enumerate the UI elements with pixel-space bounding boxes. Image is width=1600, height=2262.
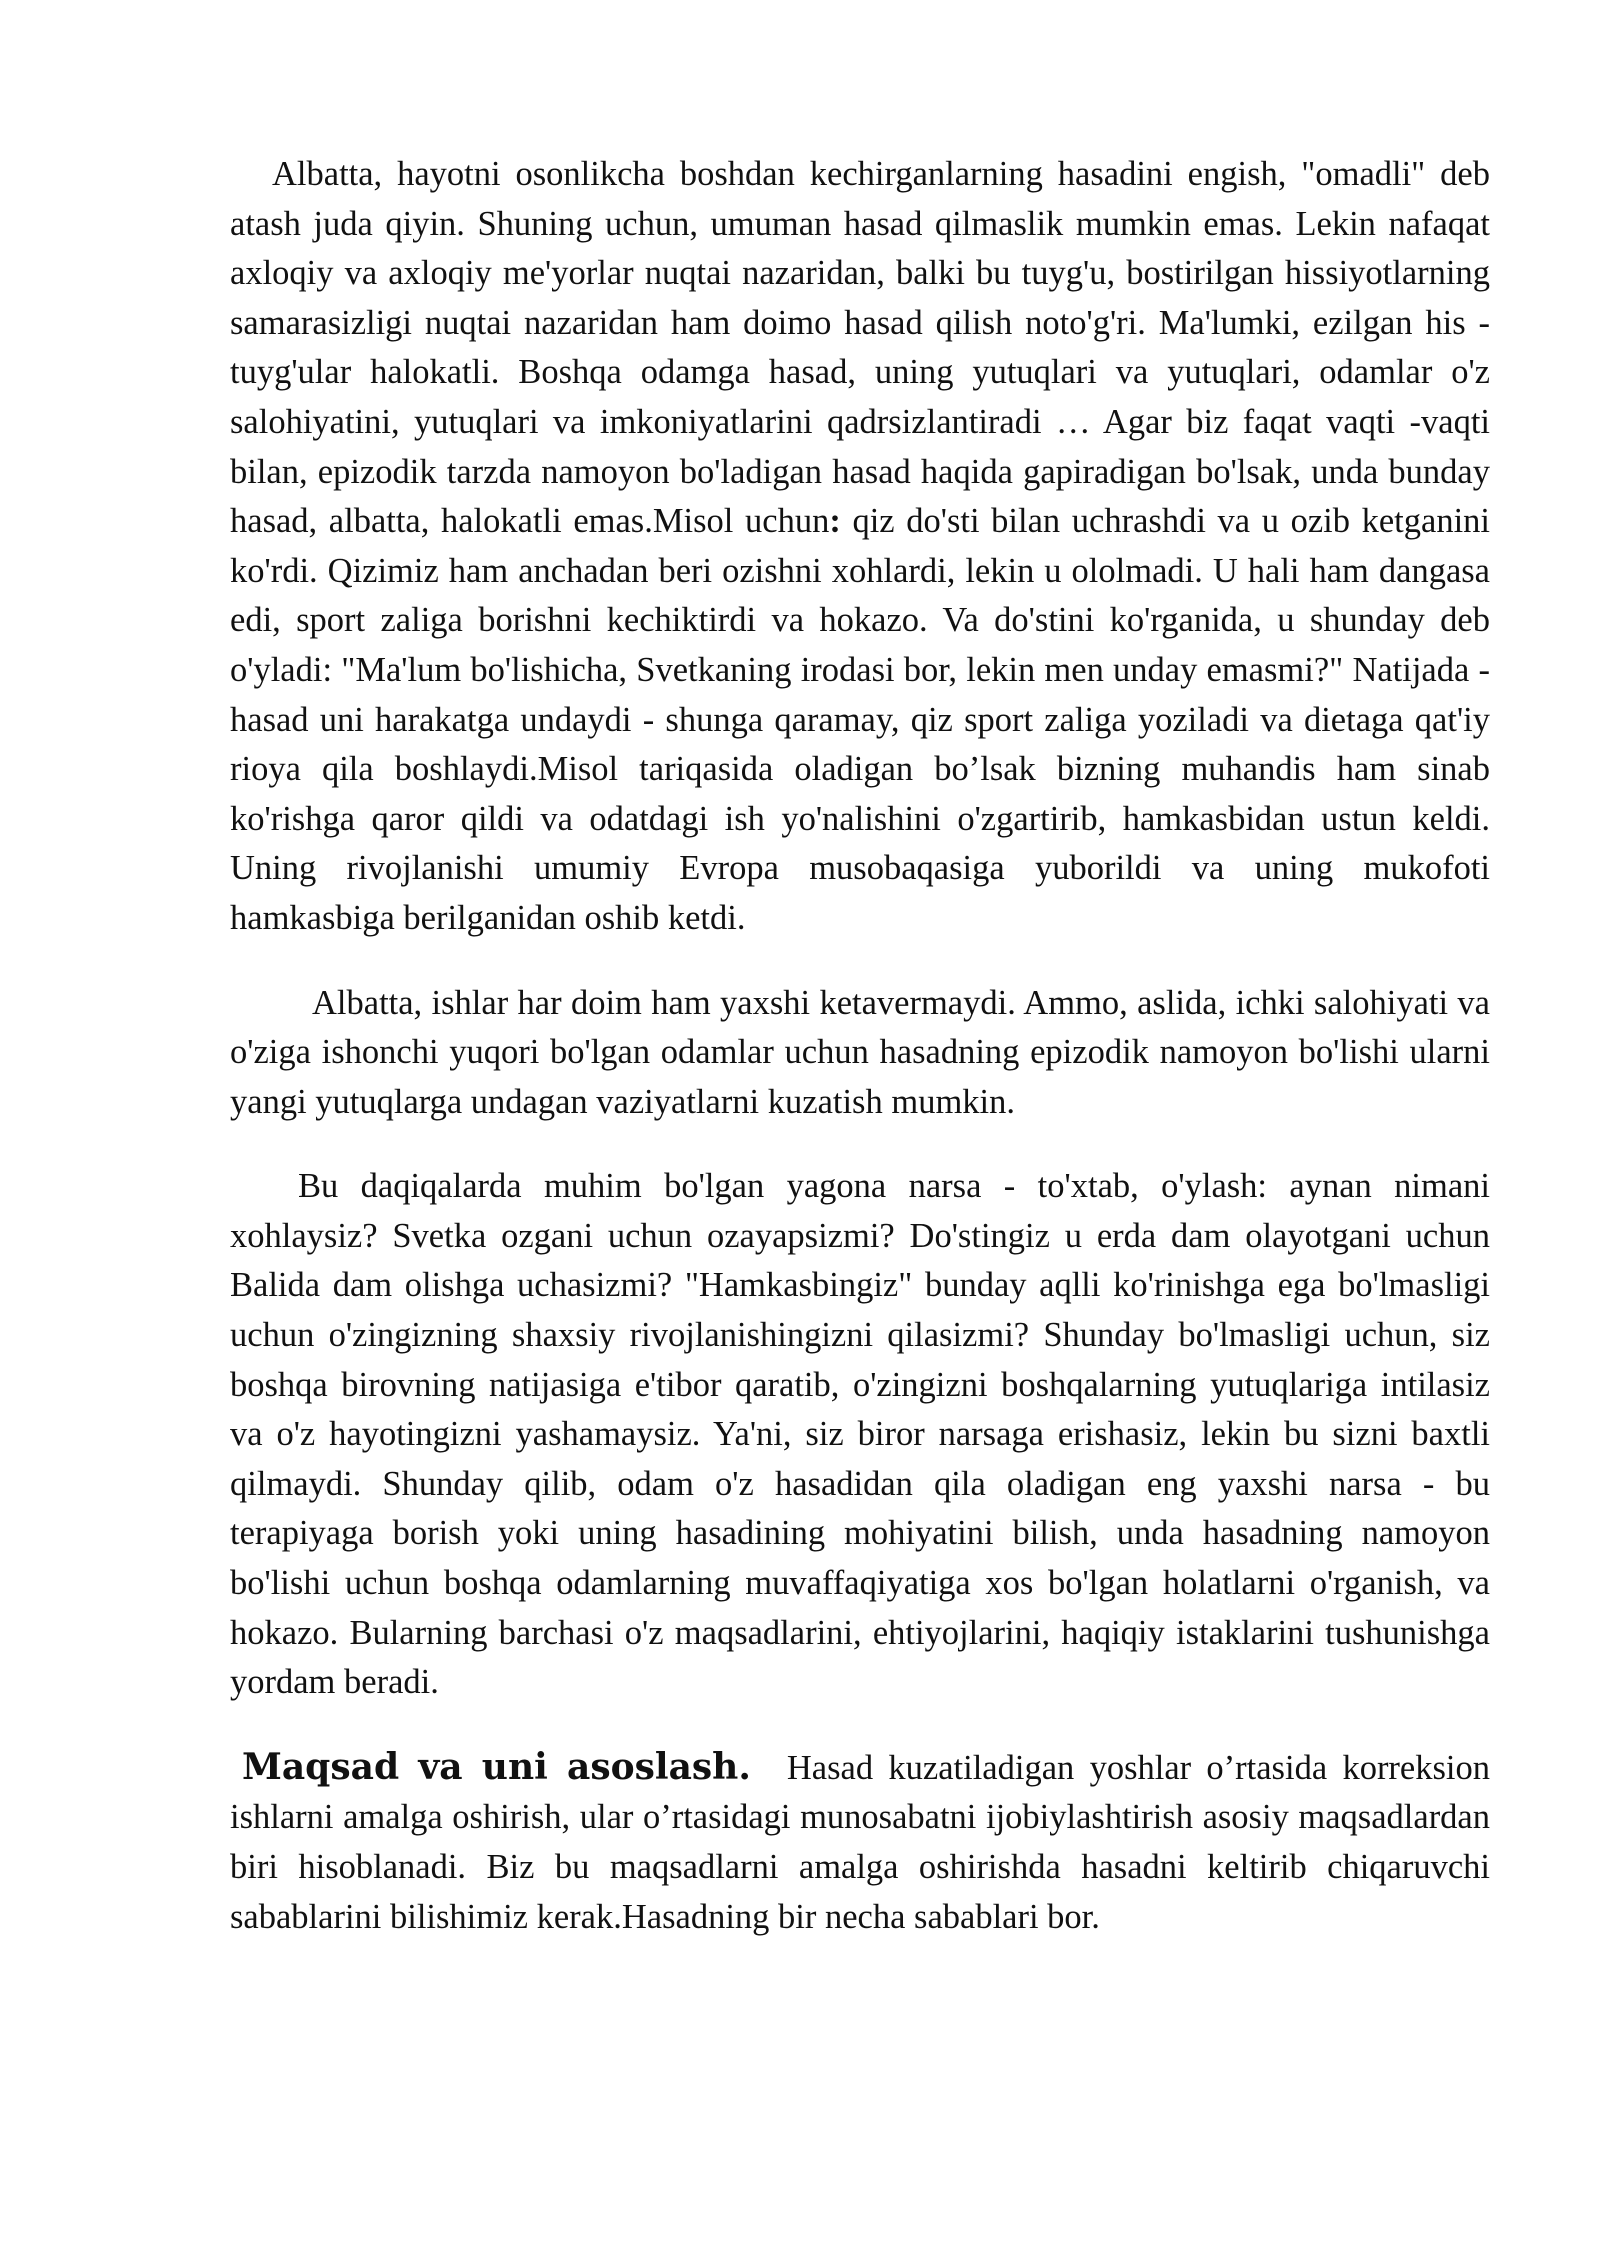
paragraph-goal-section	[230, 1743, 1490, 1942]
section-heading: Maqsad va uni asoslash.	[242, 1745, 751, 1788]
document-page	[230, 150, 1490, 1942]
paragraph-episodic-envy	[230, 979, 1490, 1128]
paragraph-1-text-b: qiz do'sti bilan uchrashdi va u ozib ketganini ko'rdi. Qizimiz ham anchadan beri ozishni xohlardi, lekin u ololmadi. U hali ham dangasa edi, sport zaliga borishni kechiktirdi va hokazo. Va do'stini ko'rganida, u shunday deb o'yladi: "Ma'lum bo'lishicha, Svetkaning irodasi bor, lekin men unday emasmi?" Natijada - hasad uni harakatga undaydi - shunga qaramay, qiz sport zaliga yoziladi va dietaga qat'iy rioya qila boshlaydi.Misol tariqasida oladigan bo’lsak bizning muhandis ham sinab ko'rishga qaror qildi va odatdagi ish yo'nalishini o'zgartirib, hamkasbidan ustun keldi. Uning rivojlanishi umumiy Evropa musobaqasiga yuborildi va uning mukofoti hamkasbiga berilganidan oshib ketdi.	[230, 502, 1490, 937]
paragraph-3-text: Bu daqiqalarda muhim bo'lgan yagona narsa - to'xtab, o'ylash: aynan nimani xohlaysiz? Svetka ozgani uchun ozayapsizmi? Do'stingiz u erda dam olayotgani uchun Balida dam olishga uchasizmi? "Hamkasbingiz" bunday aqlli ko'rinishga ega bo'lmasligi uchun o'zingizning shaxsiy rivojlanishingizni qilasizmi? Shunday bo'lmasligi uchun, siz boshqa birovning natijasiga e'tibor qaratib, o'zingizni boshqalarning yutuqlariga intilasiz va o'z hayotingizni yashamaysiz. Ya'ni, siz biror narsaga erishasiz, lekin bu sizni baxtli qilmaydi. Shunday qilib, odam o'z hasadidan qila oladigan eng yaxshi narsa - bu terapiyaga borish yoki uning hasadining mohiyatini bilish, unda hasadning namoyon bo'lishi uchun boshqa odamlarning muvaffaqiyatiga xos bo'lgan holatlarni o'rganish, va hokazo. Bularning barchasi o'z maqsadlarini, ehtiyojlarini, haqiqiy istaklarini tushunishga yordam beradi.	[230, 1167, 1490, 1702]
paragraph-reflection	[230, 1162, 1490, 1708]
paragraph-1-bold-colon: :	[829, 502, 841, 541]
paragraph-2-text: Albatta, ishlar har doim ham yaxshi ketavermaydi. Ammo, aslida, ichki salohiyati va o'ziga ishonchi yuqori bo'lgan odamlar uchun hasadning epizodik namoyon bo'lishi ularni yangi yutuqlarga undagan vaziyatlarni kuzatish mumkin.	[230, 983, 1490, 1121]
paragraph-4-text: Hasad kuzatiladigan yoshlar o’rtasida korreksion ishlarni amalga oshirish, ular o’rtasidagi munosabatni ijobiylashtirish asosiy maqsadlardan biri hisoblanadi. Biz bu maqsadlarni amalga oshirishda hasadni keltirib chiqaruvchi sabablarini bilishimiz kerak.Hasadning bir necha sabablari bor.	[230, 1748, 1490, 1936]
paragraph-1-text-a: Albatta, hayotni osonlikcha boshdan kechirganlarning hasadini engish, "omadli" deb atash juda qiyin. Shuning uchun, umuman hasad qilmaslik mumkin emas. Lekin nafaqat axloqiy va axloqiy me'yorlar nuqtai nazaridan, balki bu tuyg'u, bostirilgan hissiyotlarning samarasizligi nuqtai nazaridan ham doimo hasad qilish noto'g'ri. Ma'lumki, ezilgan his -tuyg'ular halokatli. Boshqa odamga hasad, uning yutuqlari va yutuqlari, odamlar o'z salohiyatini, yutuqlari va imkoniyatlarini qadrsizlantiradi … Agar biz faqat vaqti -vaqti bilan, epizodik tarzda namoyon bo'ladigan hasad haqida gapiradigan bo'lsak, unda bunday hasad, albatta, halokatli emas.Misol uchun	[230, 155, 1490, 541]
paragraph-envy-examples	[230, 150, 1490, 944]
